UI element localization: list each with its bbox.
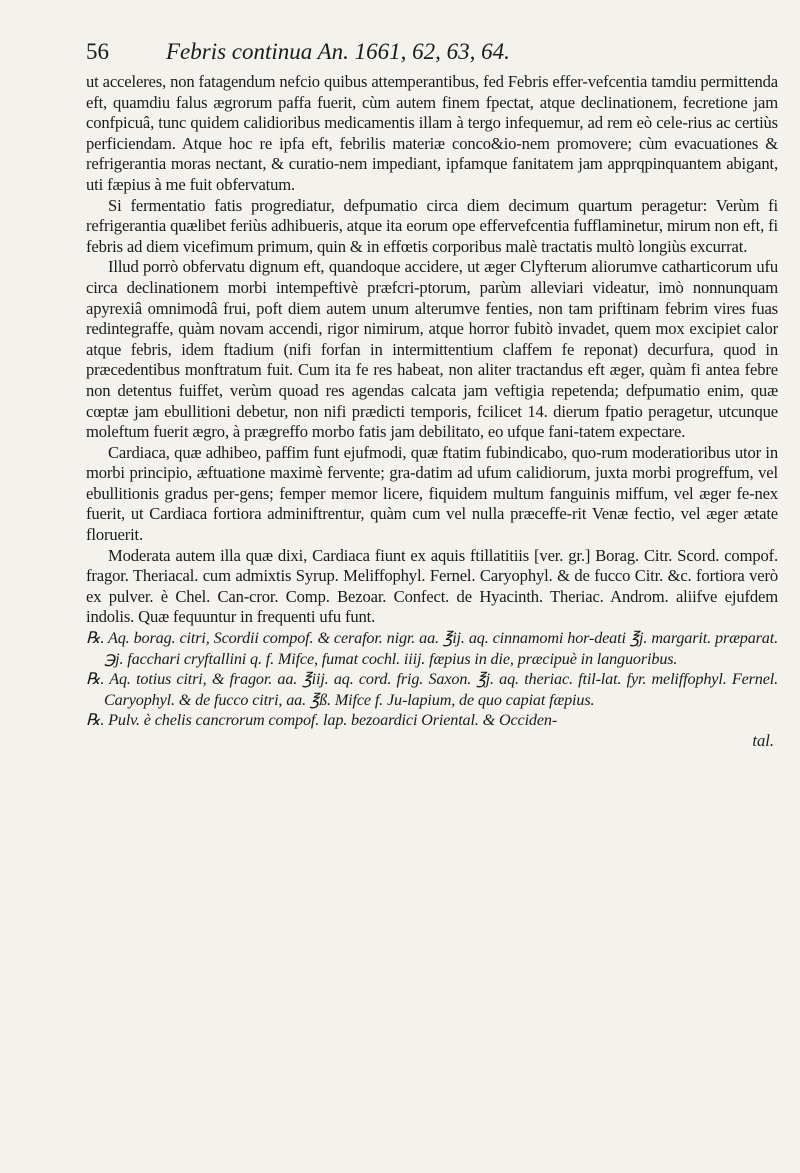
catchword: tal. [752, 731, 774, 750]
book-page [86, 38, 778, 751]
recipe-3: ℞. Pulv. è chelis cancrorum compof. lap. bezoardici Oriental. & Occiden- [86, 711, 558, 730]
recipe-1: ℞. Aq. borag. citri, Scordii compof. & cerafor. nigr. aa. ℥ij. aq. cinnamomi hor-deati ℥j. margarit. præparat. ℈j. facchari cryftallini q. f. Mifce, fumat cochl. iiij. fæpius in die, præcipuè in languoribus. [86, 629, 778, 668]
recipe-2: ℞. Aq. totius citri, & fragor. aa. ℥iij. aq. cord. frig. Saxon. ℥j. aq. theriac. ftil-lat. fyr. meliffophyl. Fernel. Caryophyl. & de fucco citri, aa. ℥ß. Mifce f. Ju-lapium, de quo capiat fæpius. [86, 670, 778, 709]
paragraph-moderata: Moderata autem illa quæ dixi, Cardiaca fiunt ex aquis ftillatitiis [ver. gr.] Borag. Citr. Scord. compof. fragor. Theriacal. cum admixtis Syrup. Meliffophyl. Fernel. Caryophyl. & de fucco Citr. &c. fortiora verò ex pulver. è Chel. Can-cror. Comp. Bezoar. Confect. de Hyacinth. Theriac. Androm. aliifve ejufdem indolis. Quæ fequuntur in frequenti ufu funt. [86, 545, 778, 627]
paragraph-continuation: ut acceleres, non fatagendum nefcio quibus attemperantibus, fed Febris effer-vefcentia tamdiu permittenda eft, quamdiu falus ægrorum paffa fuerit, cùm autem finem fpectat, atque declinationem, fecretione jam confpicuâ, tunc quidem calidioribus medicamentis illam à tergo infequemur, ad rem eò cele-rius ac certiùs perficiendam. Atque hoc re ipfa eft, febrilis materiæ conco&io-nem promovere; cùm evacuationes & refrigerantia moras nectant, & curatio-nem impediant, ipfamque fanitatem jam apprqpinquantem abigant, uti fæpius à me fuit obfervatum. [86, 72, 778, 194]
page-number: 56 [86, 39, 109, 64]
body-text [86, 72, 778, 751]
running-title: Febris continua An. 1661, 62, 63, 64. [166, 39, 510, 64]
page-header [86, 38, 778, 66]
paragraph-fermentatio: Si fermentatio fatis progrediatur, defpumatio circa diem decimum quartum peragetur: Verùm fi refrigerantia quælibet feriùs adhibueris, atque ita eorum ope effervefcentia fufflaminetur, mirum non eft, fi febris ad diem vicefimum primum, quin & in effœtis corporibus malè tractatis multò longiùs excurrat. [86, 195, 778, 256]
paragraph-observatio: Illud porrò obfervatu dignum eft, quandoque accidere, ut æger Clyfterum aliorumve catharticorum ufu circa declinationem morbi intempeftivè præfcri-ptorum, parùm alleviari videatur, imò nonnunquam apyrexiâ omnimodâ frui, poft diem autem unum alterumve fenties, non tam priftinam febrim vires fuas redintegraffe, quàm novam accendi, rigor nimirum, atque horror fubitò invadet, quem mox excipiet calor atque febris, idem ftadium (nifi forfan in intermittentium claffem fe reponat) decurfura, quod in præcedentibus monftratum fuit. Cum ita fe res habeat, non aliter tractandus eft æger, quàm fi antea febre non detentus fuiffet, verùm quoad res agendas calcata jam veftigia repetenda; defpumatio enim, quæ cœptæ jam ebullitioni debetur, non nifi prædicti temporis, fcilicet 14. dierum fpatio peragetur, utcunque moleftum fuerit ægro, à prægreffo morbo fatis jam debilitato, eo ufque fani-tatem expectare. [86, 257, 778, 442]
paragraph-cardiaca: Cardiaca, quæ adhibeo, paffim funt ejufmodi, quæ ftatim fubindicabo, quo-rum moderatioribus utor in morbi principio, æftuatione maximè fervente; gra-datim ad ufum calidiorum, juxta morbi progreffum, vel ebullitionis gradus per-gens; femper memor licere, fiquidem multum fanguinis miffum, vel æger fe-nex fuerit, ut Cardiaca fortiora adminiftrentur, quàm cum vel nulla præceffe-rit Venæ fectio, vel æger ætate floruerit. [86, 442, 778, 545]
